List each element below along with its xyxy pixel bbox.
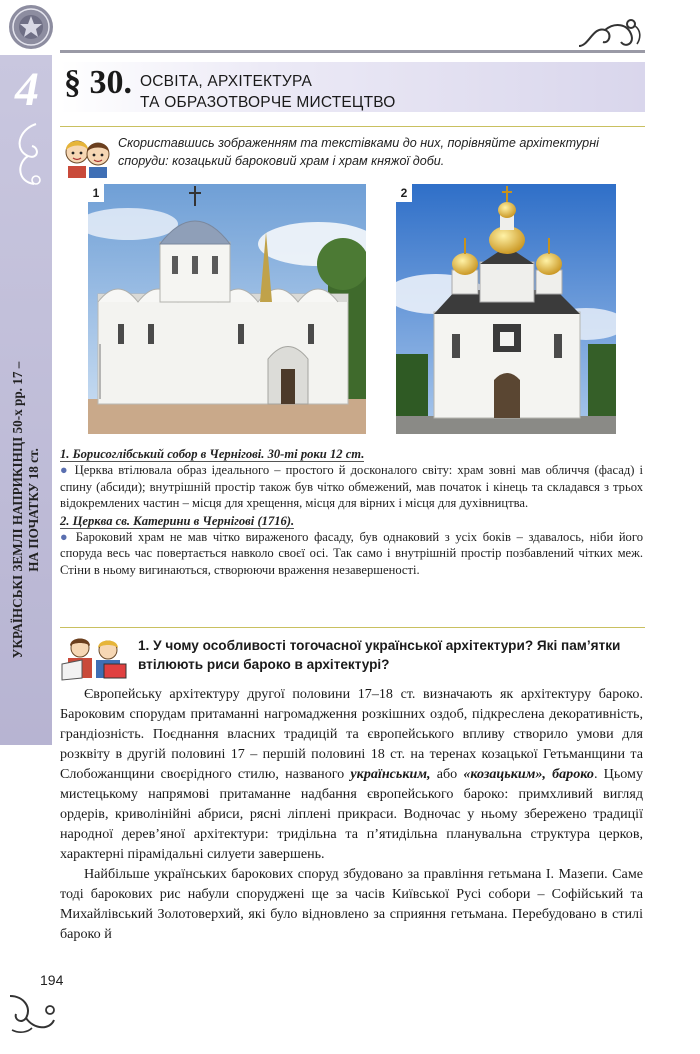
caption-text: ● Бароковий храм не мав чітко вираженого фасаду, був однаковий з усіх боків – здавалось, ніби його споруда весь час повертається навколо своєї осі. Так само і внутрішній простір позбавлений чітких меж. Стіни в ньому вигинаються, створюючи враження незавершеності. <box>60 530 644 577</box>
paragraph: Найбільше українських барокових споруд збудовано за правління гетьмана І. Мазепи. Саме тоді барокових рис набули споруджені ще за часів Київської Русі собори – Софійський та Михайлівський Золотоверхий, які було відновлено за сприяння гетьмана. Перебудовано в стилі бароко й <box>60 866 643 942</box>
caption-title: 1. Борисоглібський собор в Чернігові. 30-ті роки 12 ст. <box>60 447 365 461</box>
ornament-icon <box>575 16 645 52</box>
page-number: 194 <box>40 972 64 988</box>
section-title-line2: ТА ОБРАЗОТВОРЧЕ МИСТЕЦТВО <box>140 94 396 111</box>
seal-emblem-icon <box>8 4 54 50</box>
photo-st-catherine-church <box>396 184 616 434</box>
main-text <box>60 684 643 944</box>
top-rule <box>60 50 645 53</box>
paragraph: Європейську архітектуру другої половини 17–18 ст. визначають як архітектуру бароко. Бароковим спорудам притаманні нагромадження розкішних оздоб, підкреслена декоративність, грандіозність. Поєднання власних традицій та європейського впливу створило умови для розквіту в другій половині 17 – першій половині 18 ст. на теренах козацької Гетьманщини та Слобожанщини своєрідного стилю, названого українським, або «козацьким», бароко. Цьому мистецькому напрямові притаманне надбання європейського бароко: примхливий вигляд ордерів, криволінійні абриси, рясні ліплені прикраси. Водночас у ньому збережено традиції народної дерев’яної архітектури: тридільна та п’ятидільна планувальна структура церков, характерні пірамідальні силуети завершень. <box>60 686 643 862</box>
ornament-icon <box>6 990 60 1036</box>
photo-captions <box>60 446 643 579</box>
chapter-number: 4 <box>15 63 39 116</box>
question-heading: 1. У чому особливості тогочасної української архітектури? Які пам’ятки втілюють риси бароко в архітектурі? <box>138 638 621 672</box>
reading-students-icon <box>60 634 130 682</box>
side-title <box>0 280 52 740</box>
task-text: Скориставшись зображенням та текстівками до них, порівняйте архітектурні споруди: козацький бароковий храм і храм княжої доби. <box>118 136 599 168</box>
photo-number: 1 <box>88 184 104 202</box>
section-title-line1: ОСВІТА, АРХІТЕКТУРА <box>140 73 313 90</box>
children-icon <box>60 132 114 178</box>
bullet-icon: ● <box>60 530 71 545</box>
caption-title: 2. Церква св. Катерини в Чернігові (1716). <box>60 513 295 528</box>
caption-text: ● Церква втілювала образ ідеального – простого й досконалого світу: храм зовні мав обличчя (фасад) і спину (абсиди); внутрішній простір також був чітко обмежений, мав початок і кінець та складався з трьох відокремлених частин – місця для хрещення, місця для вірних і місця для духівництва. <box>60 463 644 511</box>
section-title <box>140 71 396 113</box>
photo-number: 2 <box>396 184 412 202</box>
bullet-icon: ● <box>60 463 70 478</box>
question-divider <box>60 627 645 628</box>
section-number: § 30. <box>64 64 132 101</box>
side-title-line2: НА ПОЧАТКУ 18 ст. <box>26 448 41 572</box>
swirl-ornament-icon <box>6 120 48 190</box>
task-divider <box>60 126 645 127</box>
photo-borys-hlib-cathedral <box>88 184 366 434</box>
side-title-line1: УКРАЇНСЬКІ ЗЕМЛІ НАПРИКІНЦІ 50-х рр. 17 – <box>10 361 25 659</box>
